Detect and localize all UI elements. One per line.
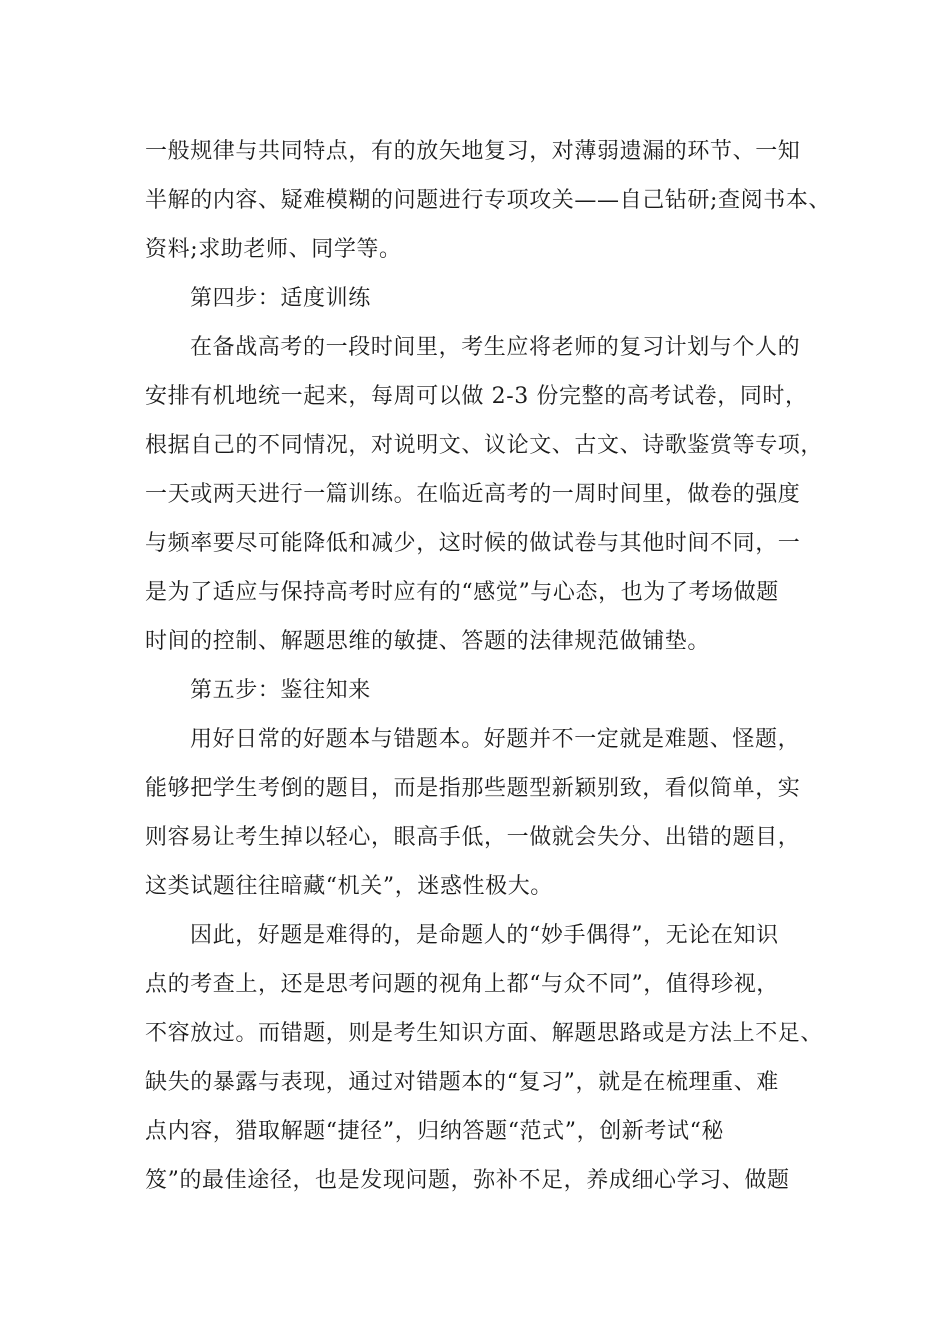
text-line: 时间的控制、解题思维的敏捷、答题的法律规范做铺垫。 bbox=[145, 629, 711, 654]
section-heading: 第五步：鉴往知来 bbox=[190, 678, 371, 703]
text-line: 在备战高考的一段时间里，考生应将老师的复习计划与个人的 bbox=[190, 335, 801, 360]
text-line: 点的考查上，还是思考问题的视角上都“与众不同”，值得珍视， bbox=[145, 972, 779, 997]
text-line: 则容易让考生掉以轻心，眼高手低，一做就会失分、出错的题目， bbox=[145, 825, 801, 850]
text-line: 点内容，猎取解题“捷径”，归纳答题“范式”，创新考试“秘 bbox=[145, 1119, 725, 1144]
text-line: 根据自己的不同情况，对说明文、议论文、古文、诗歌鉴赏等专项， bbox=[145, 433, 824, 458]
text-line: 是为了适应与保持高考时应有的“感觉”与心态，也为了考场做题 bbox=[145, 580, 779, 605]
text-line: 用好日常的好题本与错题本。好题并不一定就是难题、怪题， bbox=[190, 727, 801, 752]
text-line: 安排有机地统一起来，每周可以做 2-3 份完整的高考试卷，同时， bbox=[145, 384, 808, 409]
section-heading: 第四步：适度训练 bbox=[190, 286, 371, 311]
text-line: 不容放过。而错题，则是考生知识方面、解题思路或是方法上不足、 bbox=[145, 1021, 824, 1046]
text-line: 能够把学生考倒的题目，而是指那些题型新颖别致，看似简单，实 bbox=[145, 776, 801, 801]
text-line: 资料;求助老师、同学等。 bbox=[145, 237, 402, 262]
text-line: 半解的内容、疑难模糊的问题进行专项攻关——自己钻研;查阅书本、 bbox=[145, 188, 832, 213]
text-line: 因此，好题是难得的，是命题人的“妙手偶得”，无论在知识 bbox=[190, 923, 779, 948]
text-line: 这类试题往往暗藏“机关”，迷惑性极大。 bbox=[145, 874, 553, 899]
text-line: 缺失的暴露与表现，通过对错题本的“复习”，就是在梳理重、难 bbox=[145, 1070, 779, 1095]
text-line: 与频率要尽可能降低和减少，这时候的做试卷与其他时间不同，一 bbox=[145, 531, 801, 556]
text-line: 一天或两天进行一篇训练。在临近高考的一周时间里，做卷的强度 bbox=[145, 482, 801, 507]
text-line: 一般规律与共同特点，有的放矢地复习，对薄弱遗漏的环节、一知 bbox=[145, 139, 801, 164]
text-line: 笈”的最佳途径，也是发现问题，弥补不足，养成细心学习、做题 bbox=[145, 1168, 790, 1193]
